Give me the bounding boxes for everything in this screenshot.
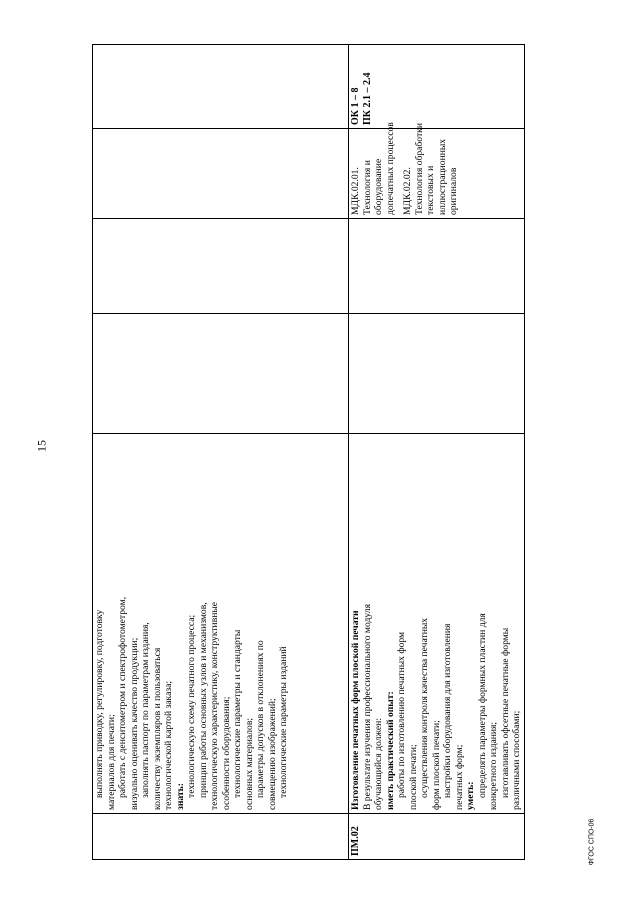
mdk-title-line: оборудование — [373, 158, 384, 215]
mdk-title-line: текстовых и — [425, 165, 436, 215]
text-line: форм плоской печати; — [430, 720, 442, 810]
hours-cell-empty — [349, 219, 525, 314]
text-line: количеству экземпляров и пользоваться — [151, 647, 163, 810]
text-line: параметры допусков в отклонениях по — [255, 640, 266, 798]
module-description-cell — [349, 434, 525, 814]
text-line: настройки оборудования для изготовления — [442, 623, 453, 798]
text-line: технологические параметры изданий — [278, 646, 289, 798]
text-line: определять параметры формных пластин для — [476, 613, 488, 798]
text-line: визуально оценивать качество продукции; — [128, 637, 140, 810]
module-index-cell: ПМ.02 — [349, 814, 525, 860]
table-row-continued — [93, 45, 349, 860]
section-heading-skills: уметь: — [465, 781, 476, 810]
competency-code: ПК 2.1 – 2.4 — [361, 72, 373, 125]
competency-cell-empty — [93, 45, 349, 129]
text-line: различными способами; — [511, 710, 522, 810]
text-line: конкретного издания; — [488, 721, 499, 810]
text-line: технологические параметры и стандарты — [232, 629, 243, 798]
text-line: осуществления контроля качества печатных — [419, 617, 430, 798]
section-heading-know: знать: — [174, 783, 186, 810]
text-line: работать с денситометром и спектрофотометром, — [117, 596, 128, 798]
text-line: плоской печати; — [407, 744, 419, 810]
section-heading-experience: иметь практический опыт: — [384, 691, 396, 810]
module-title: Изготовление печатных форм плоской печати — [350, 610, 361, 810]
text-line: обучающийся должен: — [373, 718, 384, 810]
text-line: материалов для печати; — [105, 714, 117, 810]
text-line: изготавливать офсетные печатные формы — [499, 627, 511, 798]
competency-table-frame — [92, 45, 522, 860]
competency-code: ОК 1 – 8 — [350, 87, 361, 125]
mdk-cell-empty — [93, 129, 349, 219]
text-line: выполнять приводку, регулировку, подготовку — [94, 609, 105, 798]
mdk-code: МДК.02.01. — [350, 167, 361, 215]
competency-table-rotated — [92, 45, 522, 860]
table-row-pm02 — [349, 45, 525, 860]
mdk-title-line: оригиналов — [448, 167, 459, 215]
text-line: В результате изучения профессионального модуля — [361, 604, 373, 810]
text-line: технологическую схему печатного процесса; — [186, 614, 197, 798]
mdk-cell — [349, 122, 525, 219]
hours-cell-empty — [93, 219, 349, 314]
knowledge-cell-continued — [93, 434, 349, 814]
hours-cell-empty — [93, 314, 349, 434]
text-line: технологической картой заказа; — [163, 680, 174, 810]
text-line: работы по изготовлению печатных форм — [396, 631, 407, 798]
page-number: 15 — [34, 440, 49, 452]
footer-document-code: ФГОС СПО-06 — [588, 818, 596, 866]
text-line: технологическую характеристику, конструктивные — [209, 601, 220, 810]
text-line: совмещению изображений; — [266, 698, 278, 810]
text-line: особенности оборудования; — [220, 696, 232, 810]
mdk-code: МДК.02.02. — [402, 167, 413, 215]
index-cell-empty — [93, 814, 349, 860]
mdk-title-line: иллюстрационных — [436, 138, 448, 215]
text-line: принцип работы основных узлов и механизмов, — [197, 602, 209, 798]
competency-codes-cell — [349, 45, 525, 129]
text-line: заполнять паспорт по параметрам издания, — [140, 622, 151, 798]
competency-table — [92, 44, 525, 860]
mdk-title-line: Технология и — [361, 160, 373, 215]
text-line: основных материалов; — [243, 717, 255, 810]
text-line: печатных форм; — [453, 744, 465, 810]
mdk-title-line: допечатных процессов — [384, 122, 396, 215]
hours-cell-empty — [349, 314, 525, 434]
mdk-title-line: Технология обработки — [413, 123, 425, 215]
